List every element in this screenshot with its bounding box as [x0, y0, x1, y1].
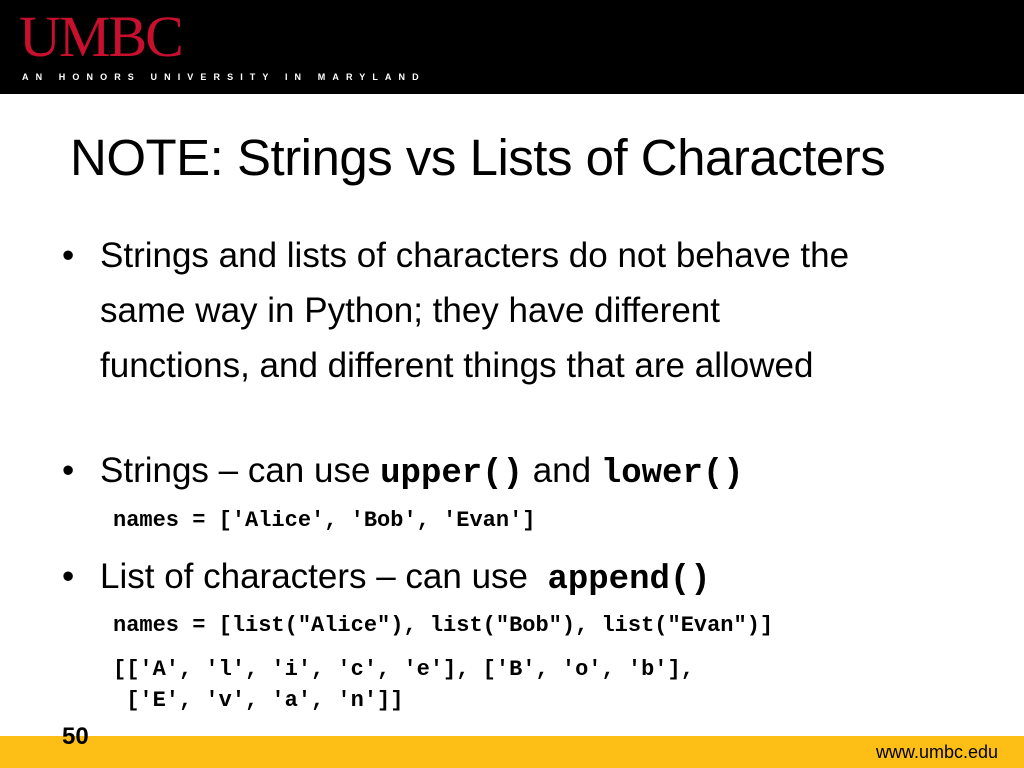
- university-tagline: AN HONORS UNIVERSITY IN MARYLAND: [22, 72, 426, 82]
- code-line-result-2: ['E', 'v', 'a', 'n']]: [113, 688, 404, 713]
- bullet-prefix: Strings – can use: [100, 451, 381, 490]
- bullet-prefix: List of characters – can use: [100, 557, 548, 596]
- bullet-line: functions, and different things that are allowed: [100, 346, 814, 385]
- code-lower: lower(): [600, 455, 744, 493]
- code-append: append(): [547, 561, 711, 599]
- footer-band: [0, 736, 1024, 768]
- bullet-dot-icon: •: [62, 557, 75, 596]
- bullet-text: [100, 549, 711, 608]
- code-line-names-lists: names = [list("Alice"), list("Bob"), list("Evan")]: [113, 613, 774, 638]
- footer-url: www.umbc.edu: [875, 742, 998, 762]
- header-band: [0, 0, 1024, 94]
- bullet-middle: and: [522, 451, 601, 490]
- bullet-text: [100, 443, 744, 502]
- bullet-dot-icon: •: [62, 451, 75, 490]
- slide-title: NOTE: Strings vs Lists of Characters: [70, 129, 886, 186]
- code-upper: upper(): [380, 455, 523, 493]
- bullet-dot-icon: •: [62, 236, 75, 275]
- umbc-logo: UMBC: [19, 4, 182, 69]
- bullet-line: Strings and lists of characters do not behave the: [100, 236, 850, 275]
- code-line-names-strings: names = ['Alice', 'Bob', 'Evan']: [113, 508, 536, 533]
- bullet-text: [100, 228, 849, 393]
- code-line-result-1: [['A', 'l', 'i', 'c', 'e'], ['B', 'o', 'b'],: [113, 657, 694, 682]
- page-number: 50: [62, 723, 89, 750]
- bullet-line: same way in Python; they have different: [100, 291, 720, 330]
